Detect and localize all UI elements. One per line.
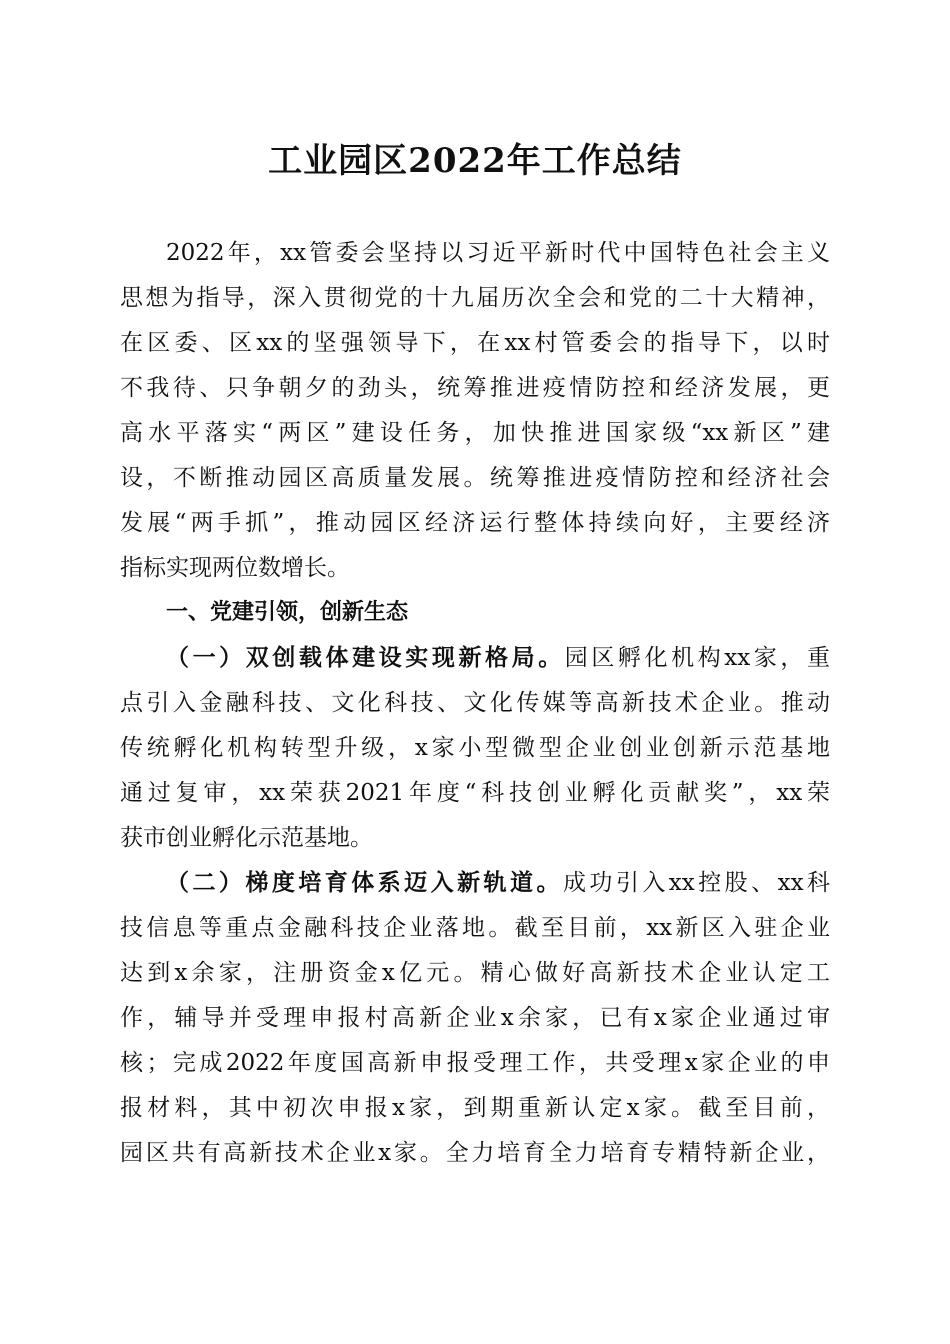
body-line: 传统孵化机构转型升级，x家小型微型企业创业创新示范基地 (120, 735, 830, 761)
body-line: 作，辅导并受理申报村高新企业x余家，已有x家企业通过审 (120, 1005, 830, 1031)
body-line: 报材料，其中初次申报x家，到期重新认定x家。截至目前， (120, 1095, 830, 1121)
subsection-first-line (166, 863, 830, 903)
subsection-heading: （一）双创载体建设实现新格局。 (166, 644, 565, 671)
intro-line: 高水平落实“两区”建设任务，加快推进国家级“xx新区”建 (120, 420, 830, 446)
body-line: 技信息等重点金融科技企业落地。截至目前，xx新区入驻企业 (120, 915, 830, 941)
subsection-first-line (166, 638, 830, 678)
body-line: 达到x余家，注册资金x亿元。精心做好高新技术企业认定工 (120, 960, 830, 986)
intro-line: 思想为指导，深入贯彻党的十九届历次全会和党的二十大精神， (120, 285, 830, 311)
section-heading: 一、党建引领，创新生态 (166, 600, 409, 625)
body-line: 核；完成2022年度国高新申报受理工作，共受理x家企业的申 (120, 1050, 830, 1076)
body-line: 通过复审，xx荣获2021年度“科技创业孵化贡献奖”，xx荣 (120, 780, 830, 806)
intro-line: 设，不断推动园区高质量发展。统筹推进疫情防控和经济社会 (120, 465, 830, 491)
intro-line: 2022年，xx管委会坚持以习近平新时代中国特色社会主义 (166, 240, 830, 266)
subsection-text: 园区孵化机构xx家，重 (564, 645, 830, 671)
subsection-text: 成功引入xx控股、xx科 (562, 870, 831, 896)
subsection-heading: （二）梯度培育体系迈入新轨道。 (166, 869, 563, 896)
body-line: 园区共有高新技术企业x家。全力培育全力培育专精特新企业， (120, 1140, 830, 1166)
body-line: 点引入金融科技、文化科技、文化传媒等高新技术企业。推动 (120, 690, 830, 716)
intro-line: 不我待、只争朝夕的劲头，统筹推进疫情防控和经济发展，更 (120, 375, 830, 401)
document-title: 工业园区2022年工作总结 (268, 141, 682, 181)
intro-line: 在区委、区xx的坚强领导下，在xx村管委会的指导下，以时 (120, 330, 830, 356)
body-line: 获市创业孵化示范基地。 (120, 825, 373, 851)
intro-line: 指标实现两位数增长。 (120, 555, 350, 581)
intro-line: 发展“两手抓”，推动园区经济运行整体持续向好，主要经济 (120, 510, 830, 536)
